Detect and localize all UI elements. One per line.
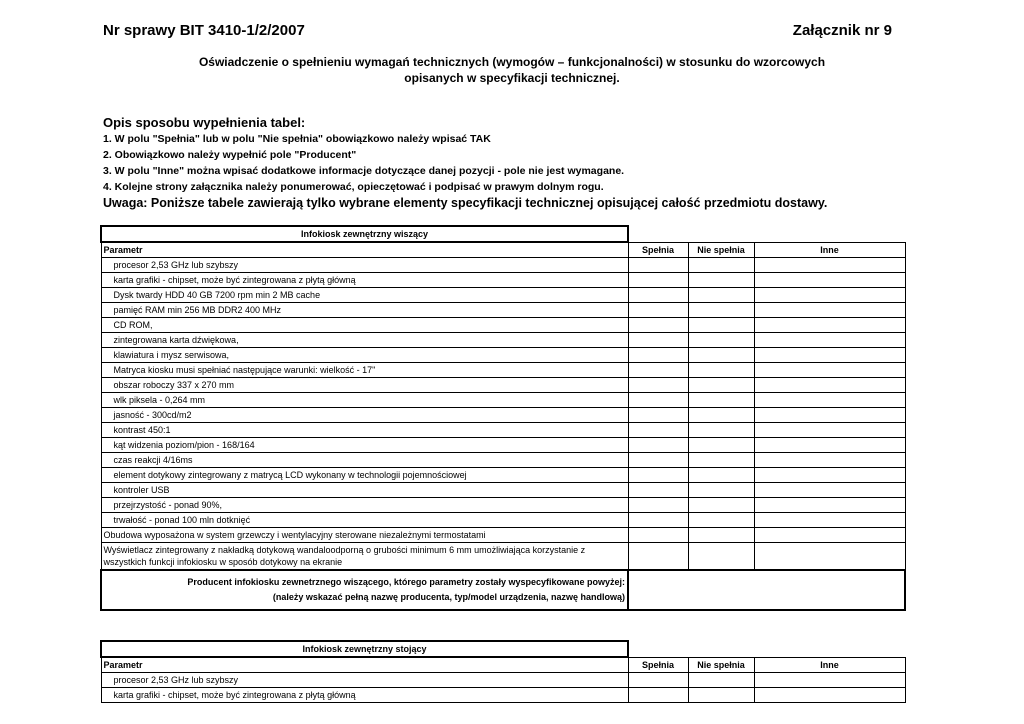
cell-meets[interactable] [628, 498, 688, 513]
cell-meets[interactable] [628, 258, 688, 273]
cell-meets[interactable] [628, 423, 688, 438]
table-row-param: czas reakcji 4/16ms [101, 453, 628, 468]
document-subtitle [150, 54, 874, 86]
cell-meets[interactable] [628, 673, 688, 688]
cell-other[interactable] [754, 393, 905, 408]
cell-meets[interactable] [628, 348, 688, 363]
cell-not-meets[interactable] [688, 453, 754, 468]
table-row-param: wlk piksela - 0,264 mm [101, 393, 628, 408]
table-row [101, 423, 905, 438]
cell-other[interactable] [754, 363, 905, 378]
cell-not-meets[interactable] [688, 528, 754, 543]
table-row-param: karta grafiki - chipset, może być zintegrowana z płytą główną [101, 273, 628, 288]
table-row-param: kontroler USB [101, 483, 628, 498]
cell-not-meets[interactable] [688, 378, 754, 393]
cell-other[interactable] [754, 288, 905, 303]
column-header-other: Inne [754, 657, 905, 673]
column-header-not-meets: Nie spełnia [688, 657, 754, 673]
table-row-param: klawiatura i mysz serwisowa, [101, 348, 628, 363]
cell-not-meets[interactable] [688, 273, 754, 288]
cell-other[interactable] [754, 258, 905, 273]
table-row-param: obszar roboczy 337 x 270 mm [101, 378, 628, 393]
column-header-meets: Spełnia [628, 657, 688, 673]
table-row-param: zintegrowana karta dźwiękowa, [101, 333, 628, 348]
cell-other[interactable] [754, 453, 905, 468]
column-header-not-meets: Nie spełnia [688, 242, 754, 258]
cell-not-meets[interactable] [688, 363, 754, 378]
table-row [101, 288, 905, 303]
cell-other[interactable] [754, 438, 905, 453]
cell-other[interactable] [754, 303, 905, 318]
table-row [101, 363, 905, 378]
table-row-param: przejrzystość - ponad 90%, [101, 498, 628, 513]
producer-field[interactable] [628, 570, 905, 610]
cell-other[interactable] [754, 378, 905, 393]
column-header-other: Inne [754, 242, 905, 258]
cell-meets[interactable] [628, 288, 688, 303]
table-row-param: trwałość - ponad 100 mln dotknięć [101, 513, 628, 528]
table-row [101, 348, 905, 363]
cell-other[interactable] [754, 348, 905, 363]
table-row [101, 688, 905, 703]
cell-other[interactable] [754, 273, 905, 288]
cell-other[interactable] [754, 483, 905, 498]
cell-meets[interactable] [628, 393, 688, 408]
table-row [101, 498, 905, 513]
cell-meets[interactable] [628, 528, 688, 543]
table-row [101, 438, 905, 453]
table-row-param: pamięć RAM min 256 MB DDR2 400 MHz [101, 303, 628, 318]
table-hanging-kiosk [100, 225, 906, 611]
table-row [101, 318, 905, 333]
cell-other[interactable] [754, 543, 905, 571]
table-row-param: Dysk twardy HDD 40 GB 7200 rpm min 2 MB cache [101, 288, 628, 303]
table-row [101, 483, 905, 498]
cell-not-meets[interactable] [688, 498, 754, 513]
cell-other[interactable] [754, 673, 905, 688]
table-row-param: Wyświetlacz zintegrowany z nakładką dotykową wandaloodporną o grubości minimum 6 mm umożliwiająca korzystanie z wszystkich funkcji infokiosku w sposób dotykowy na ekranie [101, 543, 628, 571]
table-row-param: procesor 2,53 GHz lub szybszy [101, 258, 628, 273]
cell-not-meets[interactable] [688, 673, 754, 688]
column-header-param: Parametr [101, 242, 628, 258]
table-row-param: CD ROM, [101, 318, 628, 333]
table-row-param: element dotykowy zintegrowany z matrycą LCD wykonany w technologii pojemnościowej [101, 468, 628, 483]
table-caption: Infokiosk zewnętrzny stojący [101, 641, 628, 657]
table-row [101, 453, 905, 468]
table-row [101, 273, 905, 288]
cell-meets[interactable] [628, 318, 688, 333]
cell-meets[interactable] [628, 273, 688, 288]
subtitle-line: Oświadczenie o spełnieniu wymagań technicznych (wymogów – funkcjonalności) w stosunku do wzorcowych [198, 55, 826, 69]
cell-meets[interactable] [628, 688, 688, 703]
cell-other[interactable] [754, 408, 905, 423]
instruction-item: 3. W polu "Inne" można wpisać dodatkowe informacje dotyczące danej pozycji - pole nie jest wymagane. [103, 165, 625, 177]
cell-other[interactable] [754, 333, 905, 348]
cell-not-meets[interactable] [688, 288, 754, 303]
cell-not-meets[interactable] [688, 258, 754, 273]
cell-not-meets[interactable] [688, 438, 754, 453]
cell-meets[interactable] [628, 333, 688, 348]
instructions-note: Uwaga: Poniższe tabele zawierają tylko wybrane elementy specyfikacji technicznej opisującej całość przedmiotu dostawy. [103, 196, 828, 210]
column-header-meets: Spełnia [628, 242, 688, 258]
cell-meets[interactable] [628, 483, 688, 498]
cell-not-meets[interactable] [688, 333, 754, 348]
attachment-number: Załącznik nr 9 [792, 22, 892, 39]
cell-meets[interactable] [628, 468, 688, 483]
cell-not-meets[interactable] [688, 483, 754, 498]
cell-other[interactable] [754, 513, 905, 528]
table-row-param: kontrast 450:1 [101, 423, 628, 438]
cell-meets[interactable] [628, 513, 688, 528]
cell-not-meets[interactable] [688, 423, 754, 438]
cell-not-meets[interactable] [688, 393, 754, 408]
cell-not-meets[interactable] [688, 348, 754, 363]
instruction-item: 1. W polu "Spełnia" lub w polu "Nie spełnia" obowiązkowo należy wpisać TAK [103, 133, 491, 145]
table-caption: Infokiosk zewnętrzny wiszący [101, 226, 628, 242]
table-row [101, 673, 905, 688]
cell-other[interactable] [754, 528, 905, 543]
cell-not-meets[interactable] [688, 513, 754, 528]
table-row [101, 513, 905, 528]
table-row-param: karta grafiki - chipset, może być zintegrowana z płytą główną [101, 688, 628, 703]
table-row [101, 258, 905, 273]
table-row [101, 408, 905, 423]
table-row-param: procesor 2,53 GHz lub szybszy [101, 673, 628, 688]
table-row [101, 393, 905, 408]
producer-line: Producent infokiosku zewnetrznego wiszącego, którego parametry zostały wyspecyfikowane powyżej: [187, 577, 625, 587]
instructions [103, 115, 827, 211]
cell-not-meets[interactable] [688, 303, 754, 318]
table-row [101, 303, 905, 318]
cell-not-meets[interactable] [688, 468, 754, 483]
cell-meets[interactable] [628, 378, 688, 393]
instruction-item: 2. Obowiązkowo należy wypełnić pole "Producent" [103, 149, 357, 161]
cell-not-meets[interactable] [688, 318, 754, 333]
cell-meets[interactable] [628, 438, 688, 453]
case-number: Nr sprawy BIT 3410-1/2/2007 [103, 22, 305, 39]
producer-label [101, 570, 628, 610]
cell-meets[interactable] [628, 363, 688, 378]
cell-meets[interactable] [628, 408, 688, 423]
table-row-param: Obudowa wyposażona w system grzewczy i wentylacyjny sterowane niezależnymi termostatami [101, 528, 628, 543]
cell-other[interactable] [754, 423, 905, 438]
cell-not-meets[interactable] [688, 543, 754, 571]
column-header-param: Parametr [101, 657, 628, 673]
table-row [101, 333, 905, 348]
table-row-param: jasność - 300cd/m2 [101, 408, 628, 423]
table-row-param: Matryca kiosku musi spełniać następujące warunki: wielkość - 17" [101, 363, 628, 378]
cell-meets[interactable] [628, 453, 688, 468]
producer-line: (należy wskazać pełną nazwę producenta, typ/model urządzenia, nazwę handlową) [272, 592, 625, 602]
cell-other[interactable] [754, 498, 905, 513]
cell-meets[interactable] [628, 543, 688, 571]
table-row [101, 378, 905, 393]
instruction-item: 4. Kolejne strony załącznika należy ponumerować, opieczętować i podpisać w prawym dolnym rogu. [103, 181, 604, 193]
cell-not-meets[interactable] [688, 408, 754, 423]
cell-other[interactable] [754, 688, 905, 703]
cell-not-meets[interactable] [688, 688, 754, 703]
cell-other[interactable] [754, 468, 905, 483]
subtitle-line: opisanych w specyfikacji technicznej. [404, 71, 620, 85]
cell-other[interactable] [754, 318, 905, 333]
instructions-title: Opis sposobu wypełnienia tabel: [103, 115, 306, 130]
table-row [101, 468, 905, 483]
table-row-param: kąt widzenia poziom/pion - 168/164 [101, 438, 628, 453]
table-standing-kiosk [100, 640, 906, 703]
cell-meets[interactable] [628, 303, 688, 318]
